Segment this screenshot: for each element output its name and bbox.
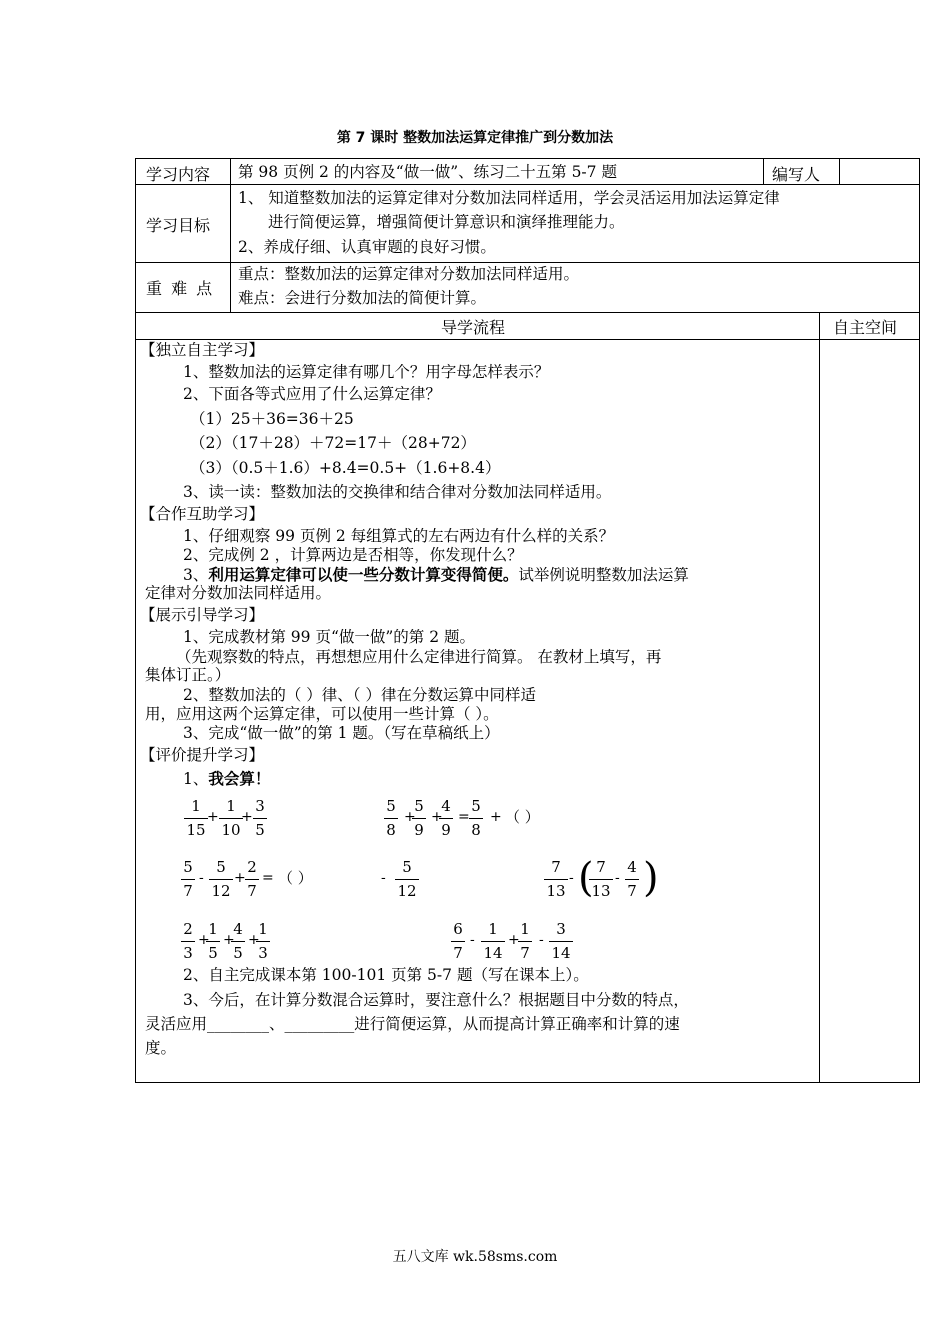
question-prefix: 1、: [183, 770, 209, 788]
math-operator: -: [569, 870, 574, 886]
question-continued: 用，应用这两个运算定律，可以使用一些计算（ ）。: [145, 705, 499, 723]
fraction-denominator: 10: [221, 821, 241, 839]
question: 2、整数加法的（ ）律、（ ）律在分数运算中同样适: [183, 686, 536, 704]
fraction: [208, 858, 234, 902]
fraction-bar: [256, 941, 270, 942]
column-divider: [230, 159, 231, 312]
question: 2、下面各等式应用了什么运算定律？: [183, 385, 441, 403]
answer-blank: （ ）: [505, 808, 540, 826]
question-continued: 集体订正。）: [145, 666, 231, 684]
math-operator: +: [508, 932, 520, 948]
keypoint-line: 难点：会进行分数加法的简便计算。: [238, 289, 487, 307]
emphasis-text: 利用运算定律可以使一些分数计算变得简便。: [208, 565, 519, 584]
math-operator: +: [207, 809, 219, 825]
question: 1、完成教材第 99 页“做一做”的第 2 题。: [183, 628, 476, 646]
emphasis-text: 我会算！: [208, 769, 271, 788]
fraction-numerator: 4: [627, 858, 637, 876]
fraction-bar: [253, 818, 267, 819]
fraction-numerator: 7: [551, 858, 561, 876]
math-operator: -: [470, 932, 475, 948]
fraction-denominator: 3: [258, 944, 268, 962]
question: 2、自主完成课本第 100-101 页第 5-7 题（写在课本上）。: [183, 966, 589, 984]
question: 3、今后，在计算分数混合运算时，要注意什么？根据题目中分数的特点，: [183, 991, 689, 1009]
content-value: 第 98 页例 2 的内容及“做一做”、练习二十五第 5-7 题: [238, 163, 617, 181]
fraction-bar: [469, 818, 483, 819]
fraction-bar: [451, 941, 465, 942]
row-divider: [136, 312, 919, 313]
right-paren: ): [643, 855, 659, 901]
fraction-denominator: 3: [183, 944, 193, 962]
fraction-denominator: 14: [551, 944, 571, 962]
fraction-bar: [181, 941, 195, 942]
fraction: [180, 858, 196, 902]
fraction-numerator: 1: [191, 797, 201, 815]
math-operator: +: [223, 932, 235, 948]
fraction-numerator: 1: [226, 797, 236, 815]
fraction: [183, 797, 209, 841]
fraction-bar: [384, 818, 398, 819]
section-title: 【展示引导学习】: [140, 606, 265, 624]
fraction-bar: [544, 879, 568, 880]
fraction-denominator: 7: [520, 944, 530, 962]
fraction-bar: [395, 879, 419, 880]
question-prefix: 3、: [183, 566, 209, 584]
fraction-numerator: 3: [255, 797, 265, 815]
fraction-numerator: 2: [247, 858, 257, 876]
fraction-bar: [549, 941, 573, 942]
fraction-bar: [209, 879, 233, 880]
question: 1、整数加法的运算定律有哪几个？用字母怎样表示？: [183, 363, 550, 381]
fraction: [411, 797, 427, 841]
question-note: （先观察数的特点，再想想应用什么定律进行简算。 在教材上填写，再: [176, 648, 662, 666]
math-operator: +: [241, 809, 253, 825]
page-title: 第 7 课时 整数加法运算定律推广到分数加法: [336, 130, 614, 146]
section-title: 【评价提升学习】: [140, 746, 265, 764]
content-label: 学习内容: [146, 165, 211, 184]
fraction-denominator: 9: [414, 821, 424, 839]
question: 3、完成“做一做”的第 1 题。（写在草稿纸上）: [183, 724, 500, 742]
column-divider: [819, 312, 820, 1082]
fraction: [394, 858, 420, 902]
math-operator: +: [490, 809, 502, 825]
fraction-numerator: 1: [208, 920, 218, 938]
footer-watermark: 五八文库 wk.58sms.com: [392, 1249, 558, 1265]
fraction-numerator: 7: [596, 858, 606, 876]
fraction-denominator: 12: [211, 882, 231, 900]
author-label: 编写人: [772, 165, 821, 184]
math-operator: +: [198, 932, 210, 948]
fraction-numerator: 4: [441, 797, 451, 815]
fraction-denominator: 9: [441, 821, 451, 839]
math-operator: +: [404, 809, 416, 825]
fraction-denominator: 13: [546, 882, 566, 900]
fraction: [180, 920, 196, 964]
equation: （1）25＋36=36＋25: [190, 410, 354, 428]
goal-line: 2、养成仔细、认真审题的良好习惯。: [238, 238, 496, 256]
fraction-bar: [181, 879, 195, 880]
fraction-denominator: 5: [208, 944, 218, 962]
fraction-numerator: 6: [453, 920, 463, 938]
question-text: 试举例说明整数加法运算: [518, 566, 689, 584]
fraction: [468, 797, 484, 841]
fraction-bar: [439, 818, 453, 819]
question: [183, 769, 270, 789]
fraction-numerator: 5: [414, 797, 424, 815]
fraction-bar: [231, 941, 245, 942]
fraction: [450, 920, 466, 964]
fraction-bar: [518, 941, 532, 942]
fraction-bar: [206, 941, 220, 942]
math-operator: =: [262, 870, 274, 886]
math-operator: -: [199, 870, 204, 886]
left-paren: (: [578, 855, 594, 901]
question-continued: 定律对分数加法同样适用。: [145, 584, 332, 602]
question: 2、完成例 2 ，计算两边是否相等，你发现什么？: [183, 546, 523, 564]
math-operator: +: [234, 870, 246, 886]
math-operator: +: [248, 932, 260, 948]
fraction-denominator: 15: [186, 821, 206, 839]
fraction-numerator: 2: [183, 920, 193, 938]
equation: （3）（0.5＋1.6）+8.4=0.5+（1.6+8.4）: [190, 459, 501, 477]
fraction-bar: [625, 879, 639, 880]
goals-label: 学习目标: [146, 216, 211, 235]
fraction: [230, 920, 246, 964]
keypoint-line: 重点：整数加法的运算定律对分数加法同样适用。: [238, 265, 580, 283]
question: [183, 565, 689, 585]
fraction-denominator: 8: [386, 821, 396, 839]
fraction: [548, 920, 574, 964]
question: 3、读一读：整数加法的交换律和结合律对分数加法同样适用。: [183, 483, 612, 501]
fraction-bar: [245, 879, 259, 880]
fraction-numerator: 5: [183, 858, 193, 876]
fraction: [624, 858, 640, 902]
section-title: 【合作互助学习】: [140, 505, 265, 523]
math-operator: -: [539, 932, 544, 948]
fraction-denominator: 7: [453, 944, 463, 962]
column-divider: [839, 159, 840, 184]
math-operator: +: [431, 809, 443, 825]
fraction: [383, 797, 399, 841]
fraction-numerator: 1: [488, 920, 498, 938]
fraction-denominator: 14: [483, 944, 503, 962]
fraction: [438, 797, 454, 841]
math-operator: -: [381, 870, 386, 886]
fraction-denominator: 5: [255, 821, 265, 839]
question: 1、仔细观察 99 页例 2 每组算式的左右两边有什么样的关系？: [183, 527, 615, 545]
section-title: 【独立自主学习】: [140, 341, 265, 359]
fraction-bar: [412, 818, 426, 819]
answer-blank: （ ）: [278, 869, 313, 887]
fraction-denominator: 7: [183, 882, 193, 900]
fraction: [255, 920, 271, 964]
fraction: [480, 920, 506, 964]
fraction: [588, 858, 614, 902]
equation: （2）（17＋28）＋72=17＋（28+72）: [190, 434, 476, 452]
fraction: [244, 858, 260, 902]
fraction: [252, 797, 268, 841]
fraction-bar: [219, 818, 243, 819]
fraction: [517, 920, 533, 964]
fraction-numerator: 3: [556, 920, 566, 938]
math-operator: -: [615, 870, 620, 886]
fraction-numerator: 1: [520, 920, 530, 938]
goal-line: 1、 知道整数加法的运算定律对分数加法同样适用，学会灵活运用加法运算定律: [238, 189, 780, 207]
fraction-denominator: 12: [397, 882, 417, 900]
fraction-numerator: 5: [216, 858, 226, 876]
fraction-numerator: 4: [233, 920, 243, 938]
math-operator: =: [458, 809, 470, 825]
fraction-numerator: 5: [471, 797, 481, 815]
fraction-denominator: 13: [591, 882, 611, 900]
row-divider: [136, 262, 919, 263]
fraction-denominator: 8: [471, 821, 481, 839]
fraction-bar: [589, 879, 613, 880]
fraction-denominator: 7: [627, 882, 637, 900]
fraction-numerator: 1: [258, 920, 268, 938]
space-header: 自主空间: [833, 318, 898, 337]
question-continued: 灵活应用________、_________进行简便运算，从而提高计算正确率和计算的速: [145, 1015, 680, 1033]
fraction: [205, 920, 221, 964]
column-divider: [763, 159, 764, 184]
flow-header: 导学流程: [441, 318, 506, 337]
fraction-bar: [184, 818, 208, 819]
fraction-denominator: 5: [233, 944, 243, 962]
goal-line: 进行简便运算，增强简便计算意识和演绎推理能力。: [268, 213, 625, 231]
fraction-numerator: 5: [386, 797, 396, 815]
fraction-bar: [481, 941, 505, 942]
fraction-numerator: 5: [402, 858, 412, 876]
keypoints-label: 重 难 点: [146, 279, 215, 298]
fraction-denominator: 7: [247, 882, 257, 900]
question-continued: 度。: [145, 1039, 177, 1057]
fraction: [543, 858, 569, 902]
